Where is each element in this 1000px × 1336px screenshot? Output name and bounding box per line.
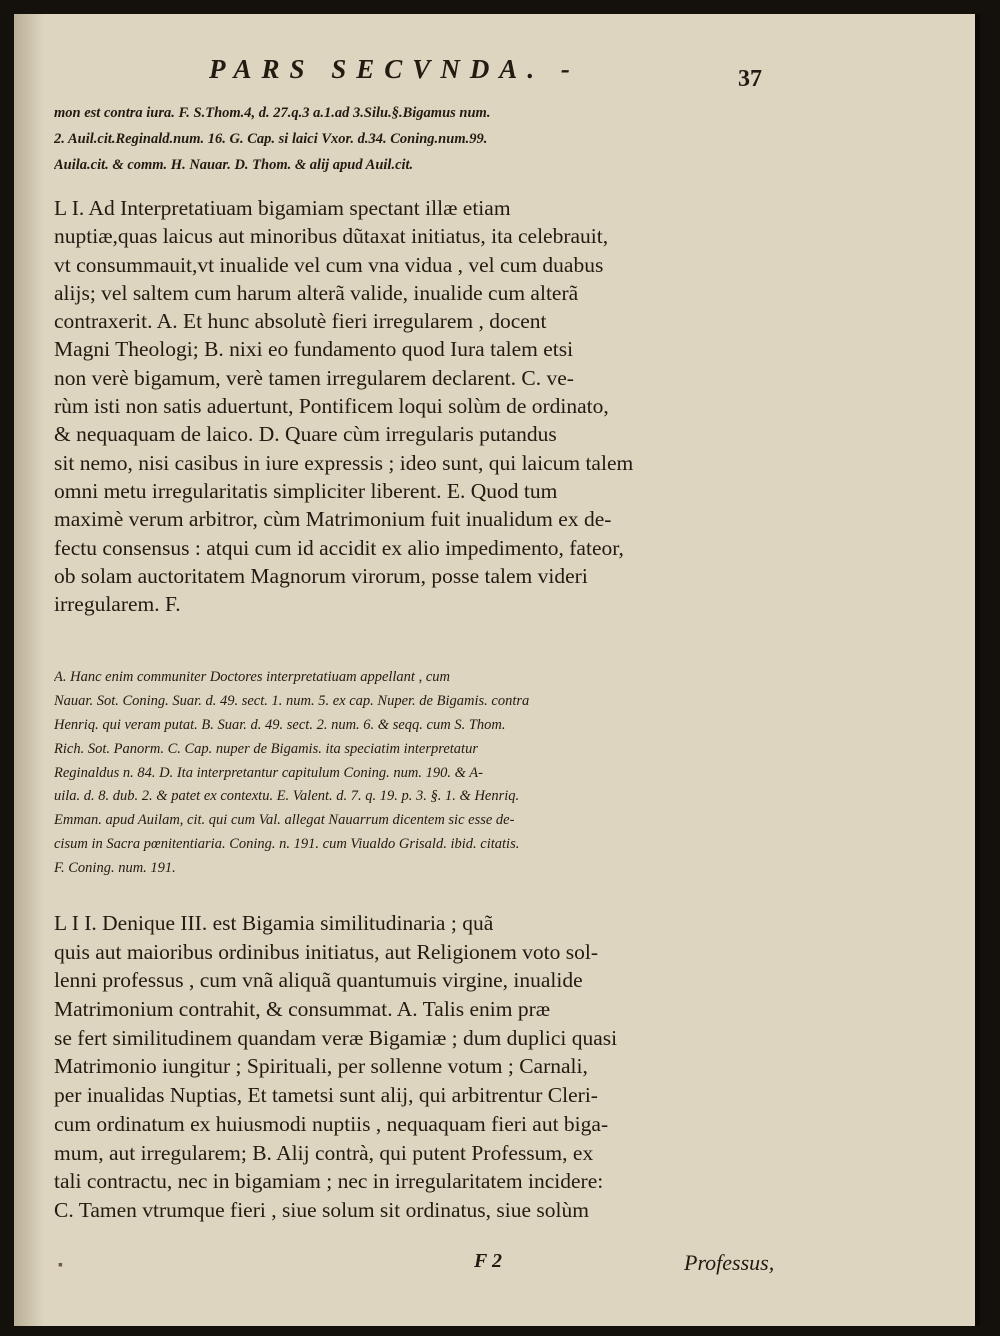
text-line: irregularem. F. [54,592,181,617]
running-title: PARS SECVNDA. - [209,54,580,84]
footnote-line: Nauar. Sot. Coning. Suar. d. 49. sect. 1. num. 5. ex cap. Nuper. de Bigamis. contra [54,692,530,709]
text-line: contraxerit. A. Et hunc absolutè fieri irregularem , docent [54,309,547,334]
footnote-line: A. Hanc enim communiter Doctores interpretatiuam appellant , cum [54,669,450,685]
page-number: 37 [738,66,762,92]
footnote-line: Emman. apud Auilam, cit. qui cum Val. allegat Nauarrum dicentem sic esse de- [54,812,515,829]
footnote-line: Rich. Sot. Panorm. C. Cap. nuper de Bigamis. ita speciatim interpretatur [54,740,478,757]
page-footer [54,1250,774,1280]
note-line: Auila.cit. & comm. H. Nauar. D. Thom. & alij apud Auil.cit. [54,157,414,173]
text-line: lenni professus , cum vnã aliquã quantumuis virgine, inualide [54,968,583,993]
text-line: L I I. Denique III. est Bigamia similitudinaria ; quã [54,911,494,935]
text-line: alijs; vel saltem cum harum alterã valide, inualide cum alterã [54,280,579,305]
margin-mark: ▪ [58,1258,63,1273]
text-line: nuptiæ,quas laicus aut minoribus dũtaxat initiatus, ita celebrauit, [54,224,609,249]
note-line: 2. Auil.cit.Reginald.num. 16. G. Cap. si laici Vxor. d.34. Coning.num.99. [54,131,488,147]
text-line: & nequaquam de laico. D. Quare cùm irregularis putandus [54,422,557,447]
text-line: rùm isti non satis aduertunt, Pontificem loqui solùm de ordinato, [54,394,609,419]
gutter-shadow [14,14,44,1326]
text-line: sit nemo, nisi casibus in iure expressis ; ideo sunt, qui laicum talem [54,450,634,475]
footnote-line: Henriq. qui veram putat. B. Suar. d. 49. sect. 2. num. 6. & seqq. cum S. Thom. [54,716,506,733]
footnote-line: uila. d. 8. dub. 2. & patet ex contextu. E. Valent. d. 7. q. 19. p. 3. §. 1. & Henriq. [54,788,520,805]
text-line: mum, aut irregularem; B. Alij contrà, qui putent Professum, ex [54,1140,594,1165]
text-line: se fert similitudinem quandam veræ Bigamiæ ; dum duplici quasi [54,1025,618,1050]
note-line: mon est contra iura. F. S.Thom.4, d. 27.q.3 a.1.ad 3.Silu.§.Bigamus num. [54,105,491,121]
footnote-line: cisum in Sacra pœnitentiaria. Coning. n. 191. cum Viualdo Grisald. ibid. citatis. [54,836,520,853]
text-line: C. Tamen vtrumque fieri , siue solum sit ordinatus, siue solùm [54,1197,589,1222]
text-line: fectu consensus : atqui cum id accidit ex alio impedimento, fateor, [54,535,624,560]
footnote-line: Reginaldus n. 84. D. Ita interpretantur capitulum Coning. num. 190. & A- [54,764,483,781]
paragraph-LI [54,194,774,618]
text-line: non verè bigamum, verè tamen irregularem declarent. C. ve- [54,365,574,390]
text-line: tali contractu, nec in bigamiam ; nec in irregularitatem incidere: [54,1169,604,1194]
top-marginal-notes [54,100,774,178]
text-line: L I. Ad Interpretatiuam bigamiam spectant illæ etiam [54,196,511,220]
text-line: vt consummauit,vt inualide vel cum vna vidua , vel cum duabus [54,252,604,277]
footnotes-block [54,666,774,881]
text-line: Magni Theologi; B. nixi eo fundamento quod Iura talem etsi [54,337,574,362]
signature-mark: F 2 [474,1250,502,1272]
text-line: quis aut maioribus ordinibus initiatus, aut Religionem voto sol- [54,939,599,964]
catchword: Professus, [684,1250,775,1275]
text-line: omni metu irregularitatis simpliciter liberent. E. Quod tum [54,478,558,503]
text-line: ob solam auctoritatem Magnorum virorum, posse talem videri [54,563,588,588]
book-page [14,14,980,1326]
text-line: cum ordinatum ex huiusmodi nuptiis , nequaquam fieri aut biga- [54,1111,609,1136]
text-line: maximè verum arbitror, cùm Matrimonium fuit inualidum ex de- [54,507,612,532]
text-line: per inualidas Nuptias, Et tametsi sunt alij, qui arbitrentur Cleri- [54,1083,598,1108]
footnote-line: F. Coning. num. 191. [54,860,176,877]
text-line: Matrimonio iungitur ; Spirituali, per sollenne votum ; Carnali, [54,1054,588,1079]
paragraph-LII [54,909,774,1225]
text-line: Matrimonium contrahit, & consummat. A. Talis enim præ [54,997,551,1022]
